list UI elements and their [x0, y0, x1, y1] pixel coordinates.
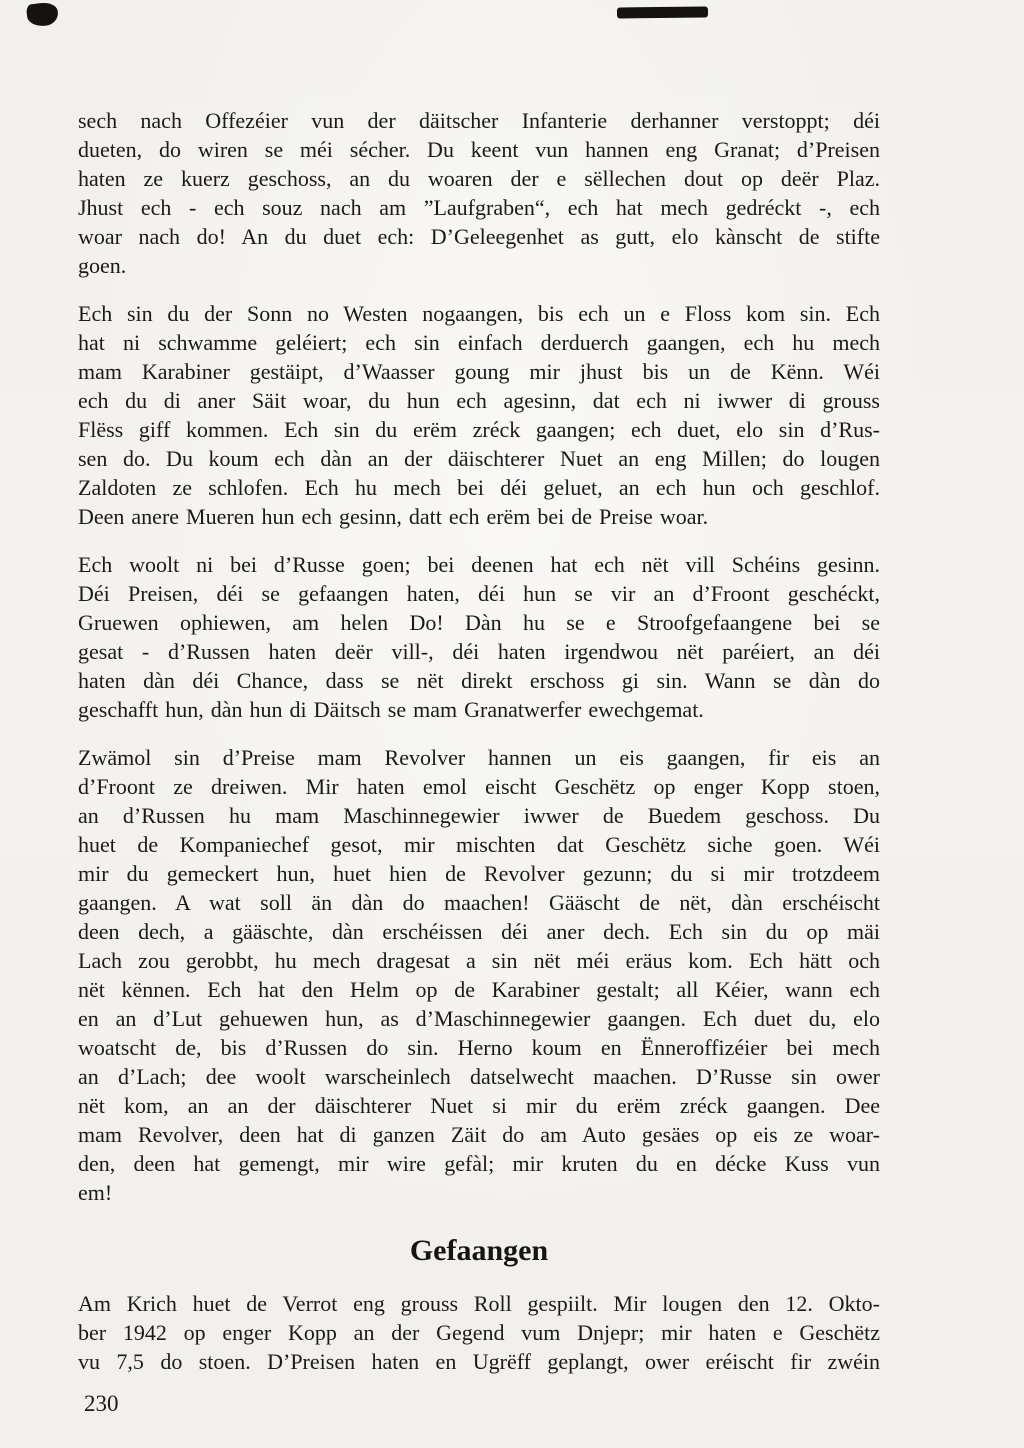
- text-line: Ech sin du der Sonn no Westen nogaangen, bis ech un e Floss kom sin. Ech: [78, 301, 880, 326]
- text-line: geschafft hun, dàn hun di Däitsch se mam Granatwerfer ewechgemat.: [78, 697, 704, 722]
- text-line: sech nach Offezéier vun der däitscher Infanterie derhanner verstoppt; déi: [78, 108, 880, 133]
- text-line: huet de Kompaniechef gesot, mir mischten dat Geschëtz siche goen. Wéi: [78, 832, 880, 857]
- text-line: goen.: [78, 253, 127, 278]
- text-line: den, deen hat gemengt, mir wire gefàl; mir kruten du en décke Kuss vun: [78, 1151, 880, 1176]
- text-line: Am Krich huet de Verrot eng grouss Roll gespiilt. Mir lougen den 12. Okto-: [78, 1291, 880, 1316]
- text-line: an d’Lach; dee woolt warscheinlech datselwecht maachen. D’Russe sin ower: [78, 1064, 880, 1089]
- text-line: Ech woolt ni bei d’Russe goen; bei deenen hat ech nët vill Schéins gesinn.: [78, 552, 880, 577]
- text-line: hat ni schwamme geléiert; ech sin einfach derduerch gaangen, ech hu mech: [78, 330, 880, 355]
- paragraph: [78, 106, 880, 280]
- text-line: mam Revolver, deen hat di ganzen Zäit do am Auto gesäes op eis ze woar-: [78, 1122, 880, 1147]
- text-line: mir du gemeckert hun, huet hien de Revolver gezunn; du si mir trotzdeem: [78, 861, 880, 886]
- text-line: Zwämol sin d’Preise mam Revolver hannen un eis gaangen, fir eis an: [78, 745, 880, 770]
- text-line: dueten, do wiren se méi sécher. Du keent vun hannen eng Granat; d’Preisen: [78, 137, 880, 162]
- scan-artifact-bar: [617, 7, 708, 19]
- text-line: em!: [78, 1180, 113, 1205]
- text-line: gesat - d’Russen haten deër vill-, déi haten irgendwou nët paréiert, an déi: [78, 639, 880, 664]
- paragraph: [78, 299, 880, 531]
- text-line: vu 7,5 do stoen. D’Preisen haten en Ugrëff geplangt, ower eréischt fir zwéin: [78, 1349, 880, 1374]
- text-line: gaangen. A wat soll än dàn do maachen! Gääscht de nët, dàn erschéischt: [78, 890, 880, 915]
- text-line: deen dech, a gääschte, dàn erschéissen déi aner dech. Ech sin du op mäi: [78, 919, 880, 944]
- text-line: mam Karabiner gestäipt, d’Waasser goung mir jhust bis un de Kënn. Wéi: [78, 359, 880, 384]
- page-text: [78, 106, 880, 1395]
- text-line: an d’Russen hu mam Maschinnegewier iwwer de Buedem geschoss. Du: [78, 803, 880, 828]
- section-heading: Gefaangen: [409, 1234, 549, 1267]
- text-line: Lach zou gerobbt, hu mech dragesat a sin nët méi eräus kom. Ech hätt och: [78, 948, 880, 973]
- text-line: Flëss giff kommen. Ech sin du erëm zréck gaangen; ech duet, elo sin d’Rus-: [78, 417, 880, 442]
- paragraph: [78, 743, 880, 1207]
- text-line: ech du di aner Säit woar, du hun ech agesinn, dat ech ni iwwer di grouss: [78, 388, 880, 413]
- text-line: d’Froont ze dreiwen. Mir haten emol eischt Geschëtz op enger Kopp stoen,: [78, 774, 880, 799]
- text-line: nët kënnen. Ech hat den Helm op de Karabiner gestalt; all Kéier, wann ech: [78, 977, 880, 1002]
- page-number: 230: [84, 1391, 119, 1416]
- text-line: woatscht de, bis d’Russen do sin. Herno koum en Ënneroffizéier bei mech: [78, 1035, 880, 1060]
- text-line: Déi Preisen, déi se gefaangen haten, déi hun se vir an d’Froont geschéckt,: [78, 581, 880, 606]
- paragraph: [78, 550, 880, 724]
- text-line: ber 1942 op enger Kopp an der Gegend vum Dnjepr; mir haten e Geschëtz: [78, 1320, 880, 1345]
- text-line: Deen anere Mueren hun ech gesinn, datt ech erëm bei de Preise woar.: [78, 504, 709, 529]
- text-line: sen do. Du koum ech dàn an der däischterer Nuet an eng Millen; do lougen: [78, 446, 880, 471]
- text-line: en an d’Lut gehuewen hun, as d’Maschinnegewier gaangen. Ech duet du, elo: [78, 1006, 880, 1031]
- text-line: nët kom, an an der däischterer Nuet si mir du erëm zréck gaangen. Dee: [78, 1093, 880, 1118]
- scan-artifact-blob: [26, 1, 60, 28]
- text-line: Zaldoten ze schlofen. Ech hu mech bei déi geluet, an ech hun och geschlof.: [78, 475, 880, 500]
- text-line: haten dàn déi Chance, dass se nët direkt erschoss gi sin. Wann se dàn do: [78, 668, 880, 693]
- text-line: Jhust ech - ech souz nach am ”Laufgraben“, ech hat mech gedréckt -, ech: [78, 195, 880, 220]
- text-line: woar nach do! An du duet ech: D’Geleegenhet as gutt, elo kànscht de stifte: [78, 224, 880, 249]
- text-line: Gruewen ophiewen, am helen Do! Dàn hu se e Stroofgefaangene bei se: [78, 610, 880, 635]
- text-line: haten ze kuerz geschoss, an du woaren der e sëllechen dout op deër Plaz.: [78, 166, 880, 191]
- paragraph: [78, 1289, 880, 1376]
